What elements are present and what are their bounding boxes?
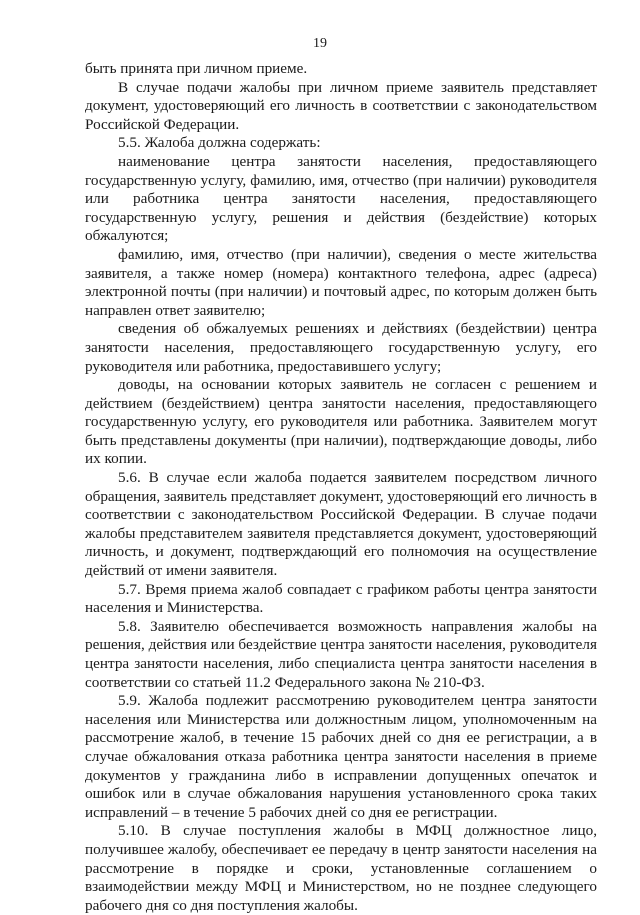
paragraph-5-5-item-applicant: фамилию, имя, отчество (при наличии), сведения о месте жительства заявителя, а также номер (номера) контактного телефона, адрес (адреса) электронной почты (при наличии) и почтовый адрес, по которым должен быть направлен ответ заявителю; xyxy=(85,245,597,319)
paragraph-5-5-item-arguments: доводы, на основании которых заявитель не согласен с решением и действием (бездействием) центра занятости населения, предоставляющего государственную услугу, его руководителя или работника. Заявителем могут быть представлены документы (при наличии), подтверждающие доводы, либо их копии. xyxy=(85,376,597,468)
document-body xyxy=(85,60,597,915)
page-number: 19 xyxy=(313,36,327,51)
paragraph-5-10: 5.10. В случае поступления жалобы в МФЦ должностное лицо, получившее жалобу, обеспечивает ее передачу в центр занятости населения на рассмотрение в порядке и сроки, установленные соглашением о взаимодействии между МФЦ и Министерством, но не позднее следующего рабочего дня со дня поступления жалобы. xyxy=(85,822,597,914)
paragraph-5-7: 5.7. Время приема жалоб совпадает с графиком работы центра занятости населения и Министерства. xyxy=(85,580,597,617)
paragraph-continuation: быть принята при личном приеме. xyxy=(85,60,308,77)
paragraph-5-5-heading: 5.5. Жалоба должна содержать: xyxy=(118,134,321,152)
paragraph-personal-reception: В случае подачи жалобы при личном приеме заявитель представляет документ, удостоверяющий его личность в соответствии с законодательством Российской Федерации. xyxy=(85,78,597,133)
paragraph-5-5-item-name: наименование центра занятости населения, предоставляющего государственную услугу, фамилию, имя, отчество (при наличии) руководителя или работника центра занятости населения, предоставляющего государственную услугу, решения и действия (бездействие) которых обжалуются; xyxy=(85,152,597,245)
paragraph-5-8: 5.8. Заявителю обеспечивается возможность направления жалобы на решения, действия или бездействие центра занятости населения, руководителя центра занятости населения, либо специалиста центра занятости населения в соответствии со статьей 11.2 Федерального закона № 210-ФЗ. xyxy=(85,617,597,691)
paragraph-5-9: 5.9. Жалоба подлежит рассмотрению руководителем центра занятости населения или Министерства или должностным лицом, уполномоченным на рассмотрение жалоб, в течение 15 рабочих дней со дня ее регистрации, а в случае обжалования отказа работника центра занятости населения в приеме документов у гражданина либо в исправлении допущенных опечаток и ошибок или в случае обжалования нарушения установленного срока таких исправлений – в течение 5 рабочих дней со дня ее регистрации. xyxy=(85,692,597,821)
paragraph-5-5-item-decisions: сведения об обжалуемых решениях и действиях (бездействии) центра занятости населения, предоставляющего государственную услугу, его руководителя или работника, предоставившего услугу; xyxy=(85,320,597,375)
paragraph-5-6: 5.6. В случае если жалоба подается заявителем посредством личного обращения, заявитель представляет документ, удостоверяющий его личность в соответствии с законодательством Российской Федерации. В случае подачи жалобы представителем заявителя представляется документ, удостоверяющий личность, и документ, подтверждающий его полномочия на осуществление действий от имени заявителя. xyxy=(85,469,597,580)
